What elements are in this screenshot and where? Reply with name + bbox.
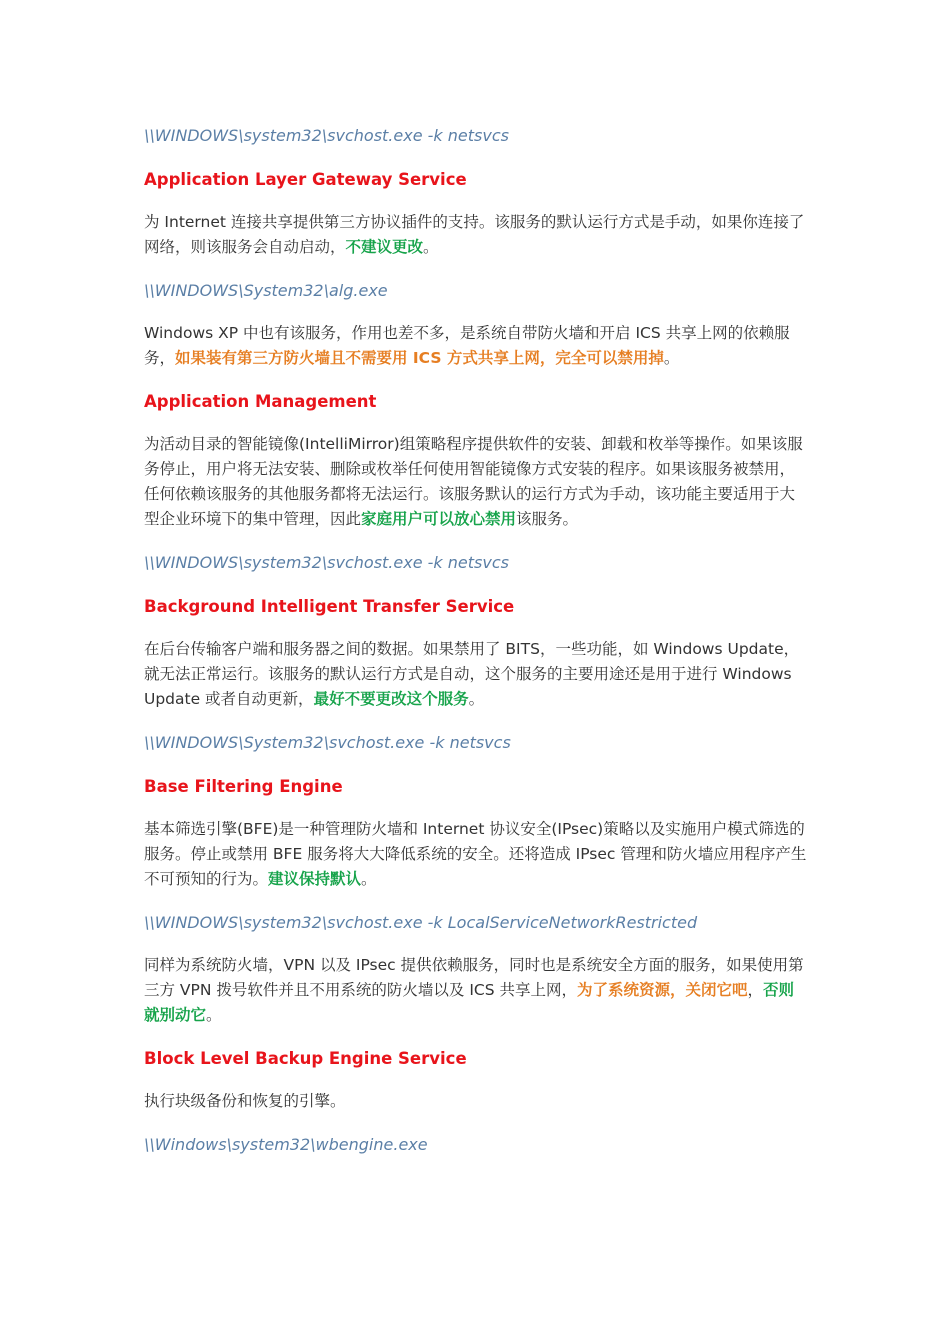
executable-path: \\Windows\system32\wbengine.exe [144, 1135, 428, 1154]
recommendation-orange: 如果装有第三方防火墙且不需要用 ICS 方式共享上网，完全可以禁用掉 [175, 349, 664, 367]
executable-path: \\WINDOWS\System32\alg.exe [144, 281, 388, 300]
service-description [144, 817, 808, 892]
document-body [144, 122, 808, 1175]
recommendation-green: 建议保持默认 [268, 870, 362, 888]
text-run: 。 [663, 349, 680, 367]
service-description [144, 432, 808, 532]
recommendation-green: 最好不要更改这个服务 [313, 690, 469, 708]
recommendation-green: 否则就别动它 [144, 981, 795, 1024]
text-run: 。 [361, 870, 377, 888]
text-run: Windows XP 中也有该服务，作用也差不多，是系统自带防火墙和开启 ICS 共享上网的依赖服务， [144, 324, 790, 367]
text-run: 。 [423, 238, 439, 256]
text-run: 为活动目录的智能镜像(IntelliMirror)组策略程序提供软件的安装、卸载和枚举等操作。如果该服务停止，用户将无法安装、删除或枚举任何使用智能镜像方式安装的程序。如果该服务被禁用，任何依赖该服务的其他服务都将无法运行。该服务默认的运行方式为手动，该功能主要适用于大型企业环境下的集中管理，因此 [144, 435, 803, 528]
recommendation-green: 不建议更改 [345, 238, 424, 256]
executable-path: \\WINDOWS\system32\svchost.exe -k netsvcs [144, 553, 509, 572]
executable-path: \\WINDOWS\system32\svchost.exe -k netsvcs [144, 126, 509, 145]
text-run: 在后台传输客户端和服务器之间的数据。如果禁用了 BITS，一些功能，如 Windows Update，就无法正常运行。该服务的默认运行方式是自动，这个服务的主要用途还是用于进行 Windows Update 或者自动更新， [144, 640, 800, 708]
service-description [144, 321, 808, 371]
text-run: 该服务。 [516, 510, 579, 528]
service-description [144, 1089, 808, 1114]
text-run: 。 [468, 690, 485, 708]
service-heading: Base Filtering Engine [144, 777, 343, 796]
text-run: ， [747, 981, 764, 999]
service-description [144, 210, 808, 260]
executable-path: \\WINDOWS\system32\svchost.exe -k LocalServiceNetworkRestricted [144, 913, 698, 932]
service-heading: Block Level Backup Engine Service [144, 1049, 467, 1068]
service-description [144, 953, 808, 1028]
text-run: 为 Internet 连接共享提供第三方协议插件的支持。该服务的默认运行方式是手动，如果你连接了网络，则该服务会自动启动， [144, 213, 805, 256]
text-run: 同样为系统防火墙，VPN 以及 IPsec 提供依赖服务，同时也是系统安全方面的服务，如果使用第三方 VPN 拨号软件并且不用系统的防火墙以及 ICS 共享上网， [144, 956, 804, 999]
recommendation-orange: 为了系统资源，关闭它吧 [577, 981, 748, 999]
service-heading: Background Intelligent Transfer Service [144, 597, 515, 616]
recommendation-green: 家庭用户可以放心禁用 [361, 510, 517, 528]
service-description [144, 637, 808, 712]
text-run: 执行块级备份和恢复的引擎。 [144, 1092, 346, 1110]
service-heading: Application Layer Gateway Service [144, 170, 467, 189]
executable-path: \\WINDOWS\System32\svchost.exe -k netsvcs [144, 733, 511, 752]
text-run: 。 [206, 1006, 222, 1024]
service-heading: Application Management [144, 392, 377, 411]
text-run: 基本筛选引擎(BFE)是一种管理防火墙和 Internet 协议安全(IPsec)策略以及实施用户模式筛选的服务。停止或禁用 BFE 服务将大大降低系统的安全。还将造成 IPsec 管理和防火墙应用程序产生不可预知的行为。 [144, 820, 807, 888]
